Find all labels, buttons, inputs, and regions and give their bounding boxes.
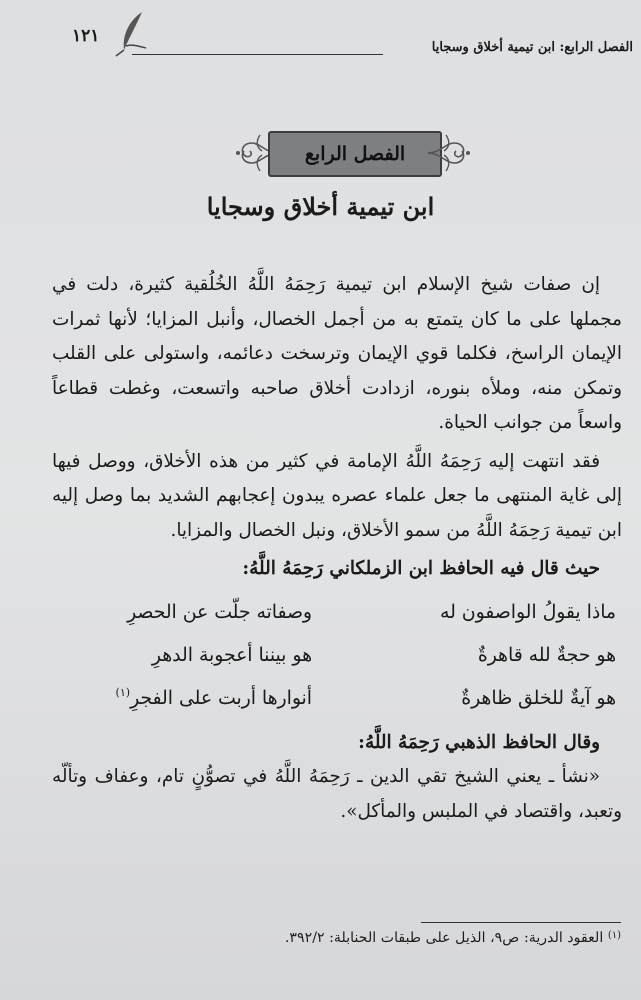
- verse-second-half: وصفاته جلّت عن الحصرِ: [127, 601, 312, 623]
- footnote-number: (١): [607, 930, 621, 941]
- verse-second-half: هو بيننا أعجوبة الدهرِ: [151, 644, 312, 666]
- paragraph: فقد انتهت إليه رَحِمَهُ اللَّهُ الإمامة في كثير من هذه الأخلاق، ووصل فيها إلى غاية المنتهى ما جعل علماء عصره يبدون إعجابهم الشديد بما وصل إليه ابن تيمية رَحِمَهُ اللَّهُ من سمو الأخلاق، ونبل الخصال والمزايا.: [52, 450, 622, 541]
- page-number: ١٢١: [72, 26, 100, 46]
- quote-intro: وقال الحافظ الذهبي رَحِمَهُ اللَّهُ:: [358, 731, 600, 753]
- poem-verse: [52, 677, 622, 720]
- footnote-reference: (١): [115, 685, 131, 699]
- verse-first-half: هو حجةٌ لله قاهرةٌ: [477, 644, 616, 666]
- footnote-text: العقود الدرية: ص٩، الذيل على طبقات الحنابلة: ٣٩٢/٢.: [284, 930, 604, 946]
- quote-intro: حيث قال فيه الحافظ ابن الزملكاني رَحِمَهُ اللَّهُ:: [242, 558, 600, 579]
- verse-second-half: [52, 677, 312, 720]
- chapter-label-box: الفصل الرابع: [268, 131, 442, 177]
- poem: [52, 591, 622, 720]
- footnote: [60, 930, 621, 946]
- footnote-rule: [421, 922, 621, 923]
- poem-verse: [52, 591, 622, 634]
- verse-text: أنوارها أربت على الفجرِ: [130, 687, 312, 709]
- main-text: [52, 268, 622, 829]
- verse-first-half: ماذا يقولُ الواصفون له: [440, 601, 616, 623]
- verse-first-half: هو آيةٌ للخلق ظاهرةٌ: [461, 687, 616, 709]
- quill-feather-icon: [112, 10, 152, 58]
- running-header: [60, 18, 633, 58]
- poem-verse: [52, 634, 622, 677]
- chapter-title: ابن تيمية أخلاق وسجايا: [206, 192, 435, 221]
- running-header-chapter: الفصل الرابع: ابن تيمية أخلاق وسجايا: [431, 40, 633, 55]
- header-rule: [132, 54, 383, 55]
- chapter-ornament: [230, 125, 490, 181]
- right-flourish-icon: [426, 125, 476, 181]
- paragraph: إن صفات شيخ الإسلام ابن تيمية رَحِمَهُ اللَّهُ الخُلُقية كثيرة، دلت في مجملها على ما كان يتمتع به من أجمل الخصال، وأنبل المزايا؛ لأنها ثمرات الإيمان الراسخ، فكلما قوي الإيمان وترسخت دعائمه، واستولى على القلب وتمكن منه، وملأه بنوره، ازدادت أخلاق صاحبه واتسعت، وغطت قطاعاً واسعاً من جوانب الحياة.: [52, 274, 622, 433]
- quotation: «نشأ ـ يعني الشيخ تقي الدين ـ رَحِمَهُ اللَّهُ في تصوُّنٍ تام، وعفاف وتألّه وتعبد، واقتصاد في الملبس والمأكل».: [52, 766, 622, 822]
